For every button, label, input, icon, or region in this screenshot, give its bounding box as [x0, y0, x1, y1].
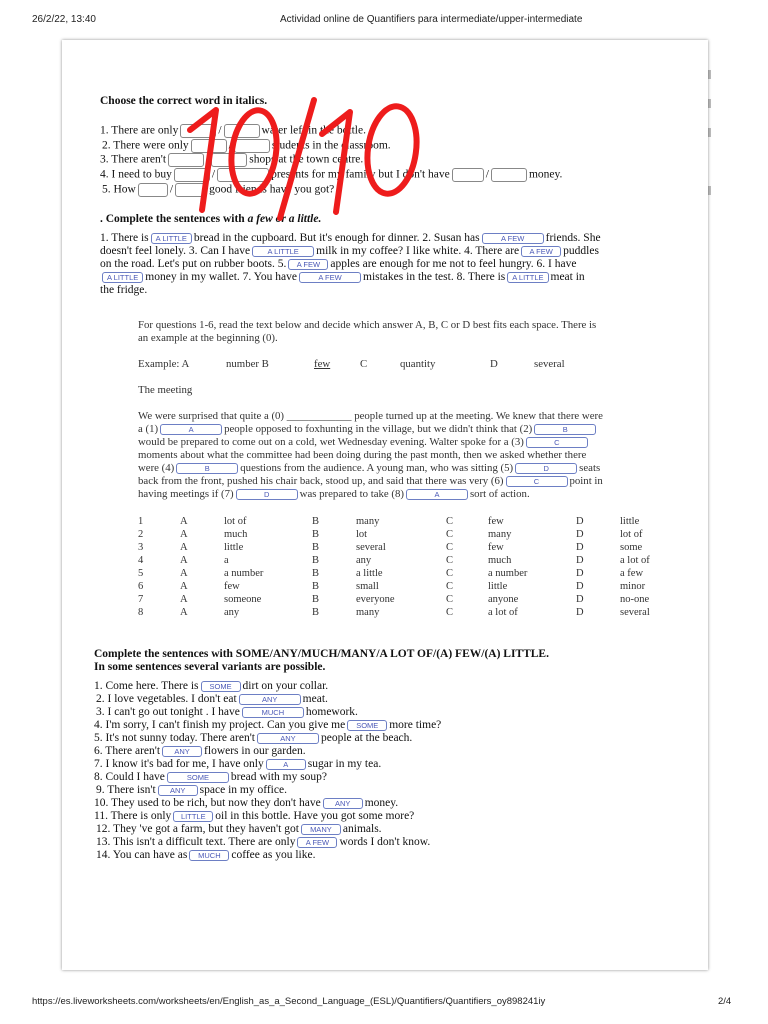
answer-field[interactable]: A FEW [482, 233, 544, 244]
s4-item-4: 4. I'm sorry, I can't finish my project. Can you give me SOME more time? [94, 719, 442, 731]
answer-field[interactable]: ANY [239, 694, 301, 705]
answer-field[interactable]: MUCH [242, 707, 304, 718]
answer-field[interactable]: A FEW [299, 272, 361, 283]
s2-line-5: the fridge. [100, 284, 148, 296]
s1-line-5: 5. How / good friends have you got? [102, 183, 335, 196]
answer-field[interactable]: A FEW [521, 246, 561, 257]
s3-text-7: having meetings if (7) D was prepared to take (8) A sort of action. [138, 488, 530, 500]
s1-line-1: 1. There are only / water left in the bottle. [100, 124, 366, 137]
s4-item-5: 5. It's not sunny today. There aren't ANY people at the beach. [94, 732, 413, 744]
s4-item-9: 9. There isn't ANY space in my office. [96, 784, 287, 796]
answer-field[interactable]: MUCH [189, 850, 229, 861]
s1-line-3: 3. There aren't / shops at the town centre. [100, 153, 364, 166]
s4-item-8: 8. Could I have SOME bread with my soup? [94, 771, 328, 783]
answer-box[interactable] [138, 183, 168, 197]
s3-text-3: would be prepared to come out on a cold, wet Wednesday evening. Walter spoke for a (3) C [138, 436, 590, 449]
s4-item-12: 12. They 've got a farm, but they haven't got MANY animals. [96, 823, 382, 835]
s4-item-3: 3. I can't go out tonight . I have MUCH homework. [96, 706, 358, 718]
answer-box[interactable] [491, 168, 527, 182]
answer-field[interactable]: A FEW [288, 259, 328, 270]
s4-item-6: 6. There aren't ANY flowers in our garden. [94, 745, 306, 757]
answer-field[interactable]: C [506, 476, 568, 487]
s1-line-4: 4. I need to buy / presents for my family but I don't have / money. [100, 168, 563, 181]
answer-field[interactable]: A LITTLE [252, 246, 314, 257]
s2-line-1: 1. There is A LITTLE bread in the cupboard. But it's enough for dinner. 2. Susan has A FEW friends. She [100, 232, 601, 244]
print-page-number: 2/4 [718, 996, 732, 1007]
section4-title-2: In some sentences several variants are possible. [94, 661, 326, 673]
answer-field[interactable]: A LITTLE [102, 272, 143, 283]
answer-field[interactable]: A [266, 759, 306, 770]
answer-field[interactable]: SOME [347, 720, 387, 731]
answer-field[interactable]: LITTLE [173, 811, 213, 822]
answer-box[interactable] [452, 168, 484, 182]
s2-line-4: A LITTLE money in my wallet. 7. You have A FEW mistakes in the test. 8. There is A LITTLE meat in [100, 271, 585, 284]
answer-field[interactable]: C [526, 437, 588, 448]
answer-field[interactable]: B [176, 463, 238, 474]
s3-intro-2: an example at the beginning (0). [138, 332, 278, 344]
section4-title-1: Complete the sentences with SOME/ANY/MUCH/MANY/A LOT OF/(A) FEW/(A) LITTLE. [94, 648, 549, 660]
s4-item-7: 7. I know it's bad for me, I have only A sugar in my tea. [94, 758, 382, 770]
answer-field[interactable]: ANY [158, 785, 198, 796]
s4-item-14: 14. You can have as MUCH coffee as you like. [96, 849, 316, 861]
worksheet-page: Choose the correct word in italics. 1. There are only / water left in the bottle. 2. There were only / students in the classroom. 3. There aren't / shops at the town centre. 4. I need to buy / presents for my family but I don't have / money. 5. How / good friends have you got? . Complete the sentences with a few or a little. 1. There is A LITTLE bread in the cupboard. But it's enough for dinner. 2. Susan has A FEW friends. She doesn't feel lonely. 3. Can I have A LITTLE milk in my coffee? I like white. 4. There are A FEW puddles on the road. Let's put on rubber boots. 5. A FEW apples are enough for me not to feel hungry. 6. I have A LITTLE money in my wallet. 7. You have A FEW mistakes in the test. 8. There is A LITTLE meat in the fridge. For questions 1-6, read the text below and decide which answer A, B, C or D best fits each space. There is an example at the beginning (0). Example: A number B few C quantity D several The meeting We were surprised that quite a (0) ____________ people turned up at the meeting. We knew that there were a (1) A people opposed to foxhunting in the village, but we didn't think that (2) B would be prepared to come out on a cold, wet Wednesday evening. Walter spoke for a (3) C moments about what the committee had been doing during the past month, then we asked whether there were (4) B questions from the audience. A young man, who was sitting (5) D seats back from the front, pushed his chair back, stood up, and said that there was very (6) C point in having meetings if (7) D was prepared to take (8) A sort of action. 1 A lot of B many C few D little 2 A much B lot C many D lot of 3 A little B several C few D some 4 A a B any C much D a lot of 5 A a number B a little C a number D a few 6 A few B small C little D minor 7 A someone B everyone C anyone D no-one 8 A any B many C a lot of D several Complete the sentences with SOME/ANY/MUCH/MANY/A LOT OF/(A) FEW/(A) LITTLE. In some sentences several variants are possible. 1. Come here. There is SOME dirt on your collar. 2. I love vegetables. I don't eat ANY meat. 3. I can't go out tonight . I have MUCH homework. 4. I'm sorry, I can't finish my project. Can you give me SOME more time? 5. It's not sunny today. There aren't ANY people at the beach. 6. There aren't ANY flowers in our garden. 7. I know it's bad for me, I have only A sugar in my tea. 8. Could I have SOME bread with my soup? 9. There isn't ANY space in my office. 10. They used to be rich, but now they don't have ANY money. 11. There is only LITTLE oil in this bottle. Have you got some more? 12. They 've got a farm, but they haven't got MANY animals. 13. This isn't a difficult text. There are only A FEW words I don't know. 14. You can have as MUCH coffee as you like. 10/10 [62, 40, 708, 970]
answer-field[interactable]: A [406, 489, 468, 500]
scrollbar-mark [708, 70, 711, 79]
answer-field[interactable]: ANY [323, 798, 363, 809]
s3-text-1: We were surprised that quite a (0) ____________ people turned up at the meeting. We knew that there were [138, 410, 603, 422]
s3-intro-1: For questions 1-6, read the text below and decide which answer A, B, C or D best fits each space. There is [138, 319, 597, 331]
s4-item-10: 10. They used to be rich, but now they don't have ANY money. [94, 797, 399, 809]
print-title: Actividad online de Quantifiers para intermediate/upper-intermediate [280, 14, 583, 25]
answer-field[interactable]: ANY [257, 733, 319, 744]
answer-field[interactable]: A LITTLE [151, 233, 192, 244]
answer-field[interactable]: B [534, 424, 596, 435]
s3-example: Example: A number B few C quantity D several [138, 358, 565, 370]
s1-line-2: 2. There were only / students in the classroom. [102, 139, 391, 152]
s4-item-13: 13. This isn't a difficult text. There are only A FEW words I don't know. [96, 836, 431, 848]
print-url: https://es.liveworksheets.com/worksheets/en/English_as_a_Second_Language_(ESL)/Quantifiers/Quantifiers_oy898241iy [32, 996, 546, 1007]
answer-field[interactable]: A LITTLE [507, 272, 548, 283]
answer-field[interactable]: D [515, 463, 577, 474]
s4-item-1: 1. Come here. There is SOME dirt on your collar. [94, 680, 329, 692]
scrollbar-mark [708, 99, 711, 108]
s3-text-2: a (1) A people opposed to foxhunting in the village, but we didn't think that (2) B [138, 423, 598, 436]
score-mark [182, 90, 432, 230]
answer-field[interactable]: SOME [167, 772, 229, 783]
answer-field[interactable]: A FEW [297, 837, 337, 848]
s4-item-11: 11. There is only LITTLE oil in this bottle. Have you got some more? [94, 810, 415, 822]
s4-item-2: 2. I love vegetables. I don't eat ANY meat. [96, 693, 328, 705]
answer-field[interactable]: ANY [162, 746, 202, 757]
answer-field[interactable]: A [160, 424, 222, 435]
s3-text-5: were (4) B questions from the audience. A young man, who was sitting (5) D seats [138, 462, 601, 474]
s3-heading: The meeting [138, 384, 193, 396]
answer-field[interactable]: MANY [301, 824, 341, 835]
s2-line-2: doesn't feel lonely. 3. Can I have A LITTLE milk in my coffee? I like white. 4. There are A FEW puddles [100, 245, 599, 257]
scrollbar-mark [708, 186, 711, 195]
section2-title: . Complete the sentences with a few or a little. [100, 213, 322, 225]
print-datetime: 26/2/22, 13:40 [32, 14, 96, 25]
scrollbar-mark [708, 128, 711, 137]
answer-field[interactable]: D [236, 489, 298, 500]
answer-field[interactable]: SOME [201, 681, 241, 692]
svg-text:10/10: 10/10 [182, 90, 185, 91]
s3-text-4: moments about what the committee had been doing during the past month, then we asked whether there [138, 449, 587, 461]
s2-line-3: on the road. Let's put on rubber boots. 5. A FEW apples are enough for me not to feel hungry. 6. I have [100, 258, 577, 270]
s3-text-6: back from the front, pushed his chair back, stood up, and said that there was very (6) C point in [138, 475, 603, 487]
section1-title: Choose the correct word in italics. [100, 95, 268, 107]
